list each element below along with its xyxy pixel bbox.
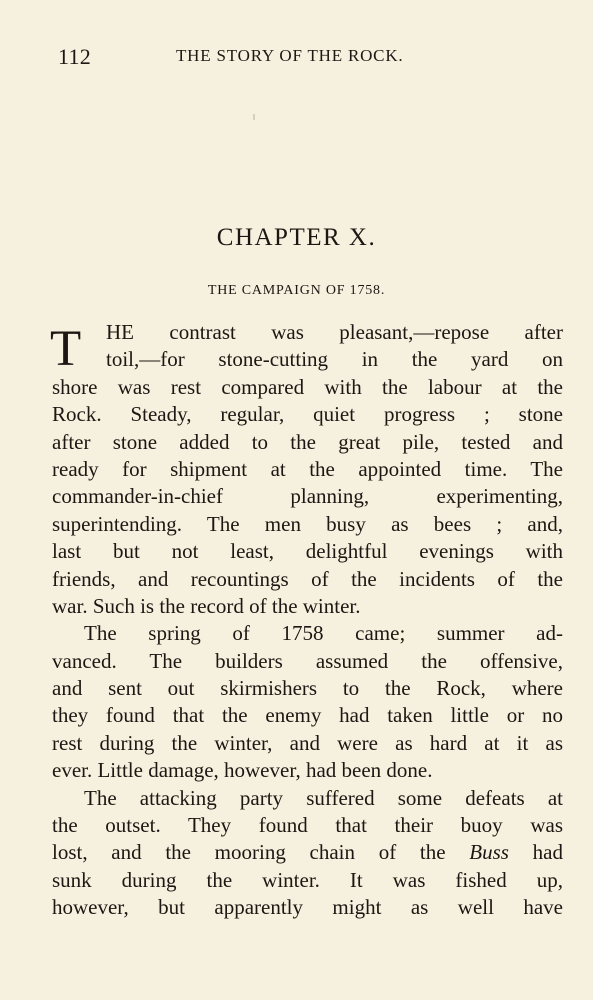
text-line: friends, and recountings of the incidents of the (52, 566, 563, 591)
text-line: ready for shipment at the appointed time. The (52, 456, 563, 481)
text-line: rest during the winter, and were as hard at it as (52, 730, 563, 755)
running-title: THE STORY OF THE ROCK. (176, 46, 404, 65)
text-line: The spring of 1758 came; summer ad- (84, 621, 563, 646)
text-line: the outset. They found that their buoy was (52, 813, 563, 838)
text-line: they found that the enemy had taken little or no (52, 703, 563, 728)
text-line (52, 839, 563, 866)
text-line: last but not least, delightful evenings with (52, 539, 563, 564)
text-line: The attacking party suffered some defeats at (84, 785, 563, 810)
text-line: war. Such is the record of the winter. (52, 593, 361, 618)
drop-cap: T (50, 321, 82, 377)
page-number: 112 (58, 44, 92, 69)
text-line: vanced. The builders assumed the offensive, (52, 648, 563, 673)
text-line: shore was rest compared with the labour at the (52, 374, 563, 399)
text-line: and sent out skirmishers to the Rock, where (52, 676, 563, 701)
page-blemish (253, 114, 255, 120)
text-line: HE contrast was pleasant,—repose after (106, 320, 563, 344)
running-head (52, 44, 563, 74)
chapter-subtitle: THE CAMPAIGN OF 1758. (207, 283, 386, 298)
text-line: Rock. Steady, regular, quiet progress ; stone (52, 402, 563, 427)
chapter-title: CHAPTER X. (216, 224, 377, 251)
text-line: superintending. The men busy as bees ; and, (52, 511, 563, 536)
text-line: however, but apparently might as well have (52, 895, 563, 920)
text-line: toil,—for stone-cutting in the yard on (106, 347, 563, 372)
italic-word: Buss (469, 840, 509, 865)
text-line: commander-in-chief planning, experimenting, (52, 484, 563, 509)
text-line: sunk during the winter. It was fished up, (52, 867, 563, 892)
text-line: after stone added to the great pile, tested and (52, 429, 563, 454)
text-segment: had (532, 840, 563, 865)
body-text (52, 319, 563, 922)
text-line: ever. Little damage, however, had been done. (52, 758, 433, 783)
text-segment: lost, and the mooring chain of the (52, 840, 446, 865)
